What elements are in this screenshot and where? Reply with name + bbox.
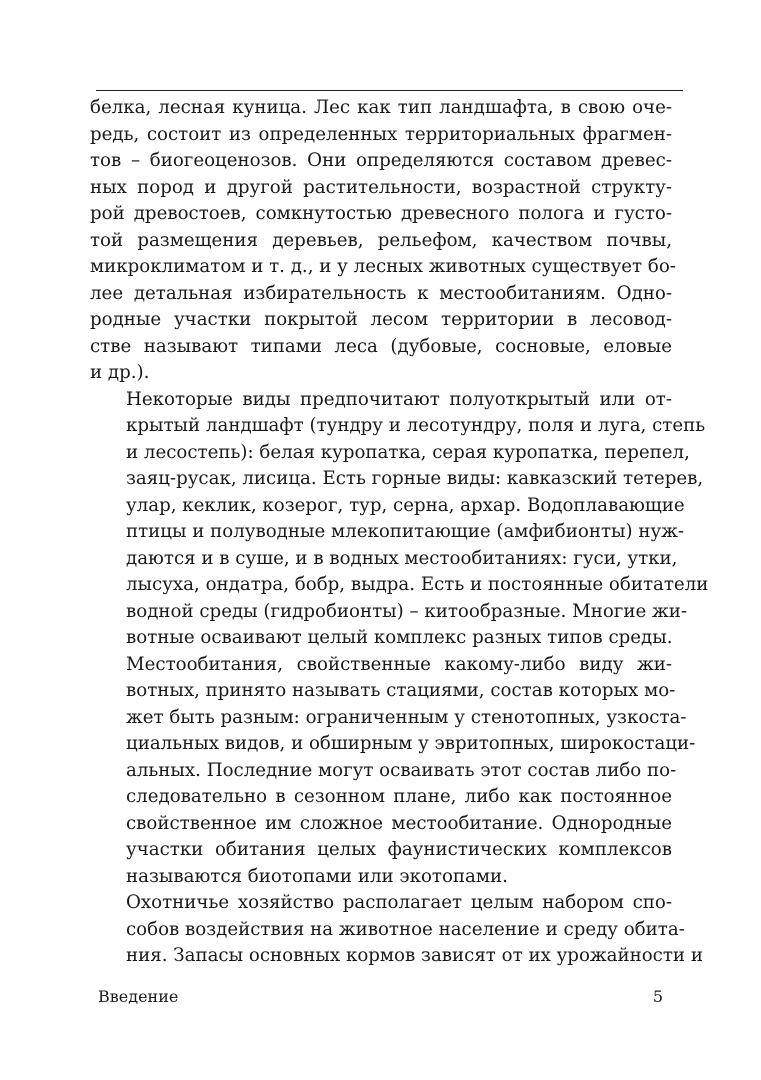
text-line: свойственное им сложное местообитание. Однородные <box>126 812 672 834</box>
text-line: лысуха, ондатра, бобр, выдра. Есть и постоянные обитатели <box>126 574 709 595</box>
text-line: жет быть разным: ограниченным у стенотопных, узкоста- <box>126 706 687 728</box>
text-line: вотных, принято называть стациями, состав которых мо- <box>126 680 676 701</box>
text-line: ных пород и другой растительности, возрастной структу- <box>90 176 672 198</box>
paragraph <box>90 95 676 387</box>
header-rule <box>96 90 683 91</box>
text-line: собов воздействия на животное население и среду обита- <box>126 918 685 940</box>
text-line: улар, кеклик, козерог, тур, серна, архар. Водоплавающие <box>126 494 685 516</box>
text-line: ния. Запасы основных кормов зависят от их урожайности и <box>126 945 703 966</box>
text-line: редь, состоит из определенных территориальных фрагмен- <box>90 123 672 145</box>
text-line: тов – биогеоценозов. Они определяются составом древес- <box>90 150 672 171</box>
text-line: вотные осваивают целый комплекс разных типов среды. <box>126 627 673 648</box>
text-line: Некоторые виды предпочитают полуоткрытый или от- <box>126 388 672 410</box>
text-line: называются биотопами или экотопами. <box>126 865 508 887</box>
text-line: рой древостоев, сомкнутостью древесного полога и густо- <box>90 203 672 224</box>
paragraph <box>90 652 696 891</box>
text-line: Местообитания, свойственные какому-либо виду жи- <box>126 653 672 675</box>
text-line: альных. Последние могут осваивать этот состав либо по- <box>126 759 677 781</box>
paragraph <box>90 387 709 652</box>
text-line: водной среды (гидробионты) – китообразные. Многие жи- <box>126 600 687 622</box>
text-line: птицы и полуводные млекопитающие (амфибионты) нуж- <box>126 521 685 542</box>
text-line: микроклиматом и т. д., и у лесных животных существует бо- <box>90 256 676 277</box>
text-line: крытый ландшафт (тундру и лесотундру, поля и луга, степь <box>126 415 706 436</box>
text-line: заяц-русак, лисица. Есть горные виды: кавказский тетерев, <box>126 468 704 489</box>
text-line: лее детальная избирательность к местообитаниям. Одно- <box>90 282 672 304</box>
page-body <box>90 95 709 970</box>
text-line: и лесостепь): белая куропатка, серая куропатка, перепел, <box>126 441 690 463</box>
text-line: Охотничье хозяйство располагает целым набором спо- <box>126 892 672 913</box>
text-line: даются и в суше, и в водных местообитаниях: гуси, утки, <box>126 547 678 569</box>
paragraph <box>90 890 703 970</box>
text-line: участки обитания целых фаунистических комплексов <box>126 839 672 860</box>
text-line: циальных видов, и обширным у эвритопных, широкостаци- <box>126 733 696 754</box>
text-line: той размещения деревьев, рельефом, качеством почвы, <box>90 229 672 251</box>
running-footer-section: Введение <box>98 987 179 1006</box>
text-line: и др.). <box>90 362 150 383</box>
page-number: 5 <box>652 987 663 1006</box>
text-line: родные участки покрытой лесом территории в лесовод- <box>90 309 672 330</box>
text-line: стве называют типами леса (дубовые, сосновые, еловые <box>90 335 672 357</box>
text-line: белка, лесная куница. Лес как тип ландшафта, в свою оче- <box>90 97 672 118</box>
text-line: следовательно в сезонном плане, либо как постоянное <box>126 786 672 807</box>
